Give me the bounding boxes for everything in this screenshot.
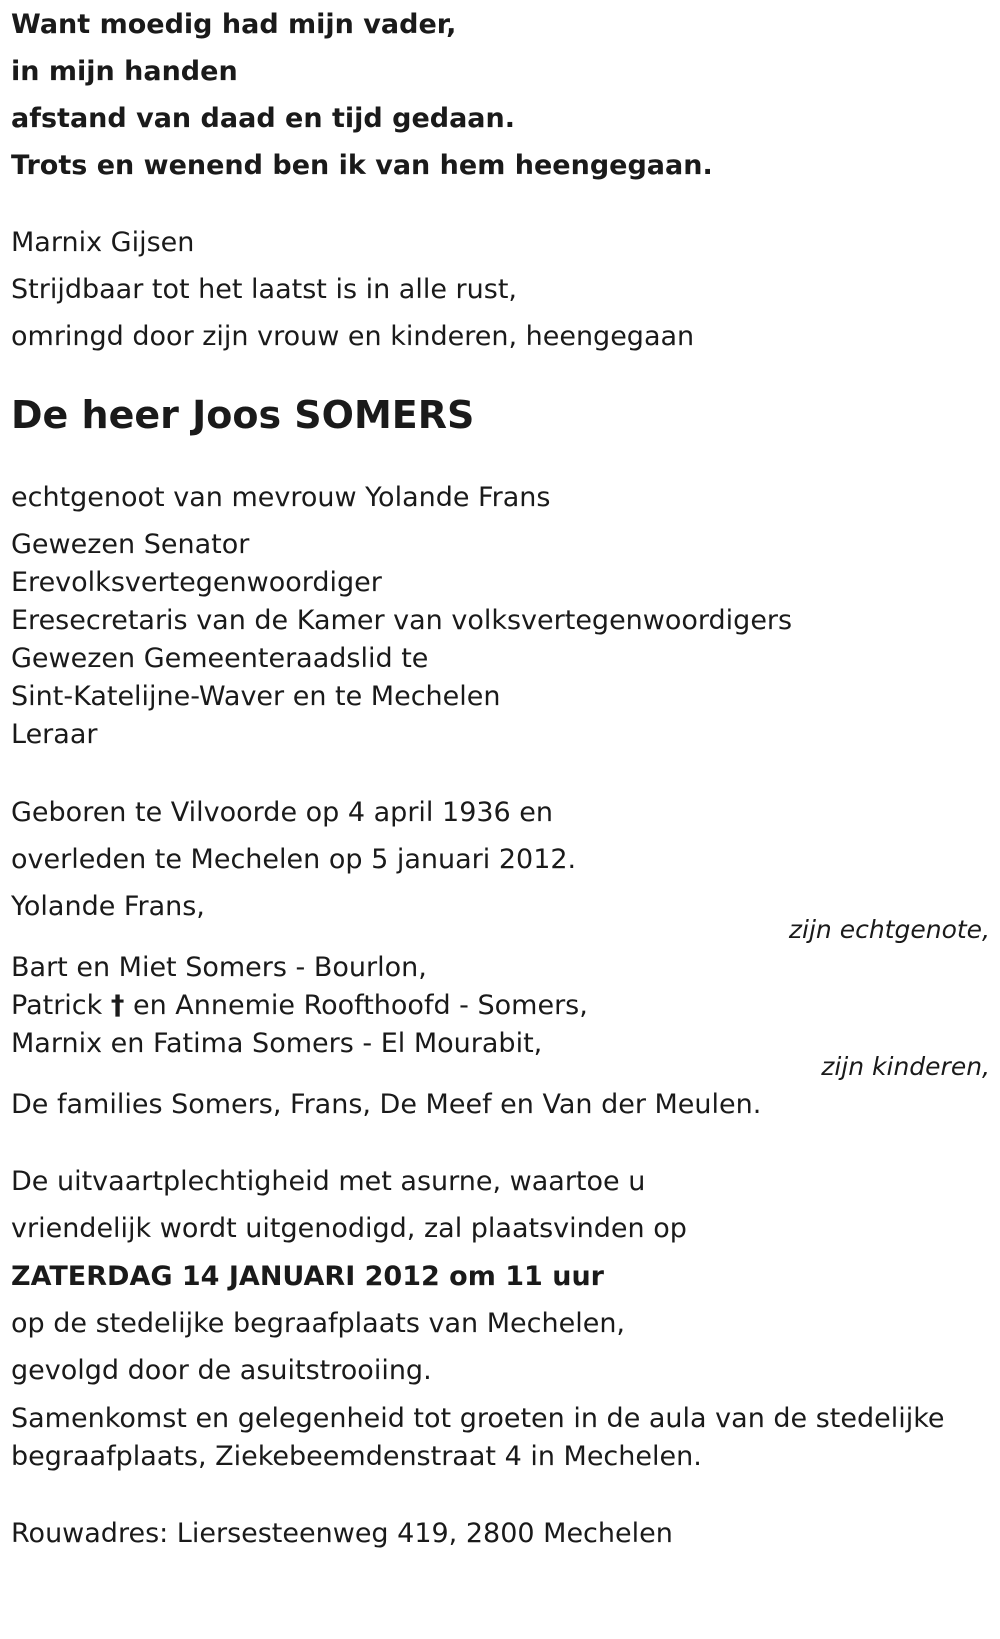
poem-author: Marnix Gijsen xyxy=(11,227,195,258)
spouse-role: zijn echtgenote, xyxy=(788,915,990,944)
child-1: Bart en Miet Somers - Bourlon, xyxy=(11,952,427,983)
title-1: Gewezen Senator xyxy=(11,529,250,560)
poem-line-3: afstand van daad en tijd gedaan. xyxy=(11,103,516,134)
title-4: Gewezen Gemeenteraadslid te xyxy=(11,643,429,674)
gathering-line-1: Samenkomst en gelegenheid tot groeten in de aula van de stedelijke xyxy=(11,1403,945,1434)
families-line: De families Somers, Frans, De Meef en Van der Meulen. xyxy=(11,1089,762,1120)
location-line-1: op de stedelijke begraafplaats van Mechelen, xyxy=(11,1308,626,1339)
mourning-address: Rouwadres: Liersesteenweg 419, 2800 Mechelen xyxy=(11,1518,673,1549)
death-line: overleden te Mechelen op 5 januari 2012. xyxy=(11,844,577,875)
title-2: Erevolksvertegenwoordiger xyxy=(11,567,382,598)
intro-line-2: omringd door zijn vrouw en kinderen, heengegaan xyxy=(11,321,695,352)
poem-line-1: Want moedig had mijn vader, xyxy=(11,9,457,40)
spouse-name: Yolande Frans, xyxy=(11,891,205,922)
deceased-name: De heer Joos SOMERS xyxy=(11,393,475,437)
ceremony-date: ZATERDAG 14 JANUARI 2012 om 11 uur xyxy=(11,1261,604,1292)
poem-line-2: in mijn handen xyxy=(11,56,238,87)
title-6: Leraar xyxy=(11,719,98,750)
spouse-line: echtgenoot van mevrouw Yolande Frans xyxy=(11,482,551,513)
child-3: Marnix en Fatima Somers - El Mourabit, xyxy=(11,1028,543,1059)
gathering-line-2: begraafplaats, Ziekebeemdenstraat 4 in Mechelen. xyxy=(11,1441,702,1472)
title-3: Eresecretaris van de Kamer van volksvertegenwoordigers xyxy=(11,605,793,636)
birth-line: Geboren te Vilvoorde op 4 april 1936 en xyxy=(11,797,554,828)
ceremony-line-1: De uitvaartplechtigheid met asurne, waartoe u xyxy=(11,1166,646,1197)
location-line-2: gevolgd door de asuitstrooiing. xyxy=(11,1355,432,1386)
poem-line-4: Trots en wenend ben ik van hem heengegaan. xyxy=(11,150,713,181)
title-5: Sint-Katelijne-Waver en te Mechelen xyxy=(11,681,501,712)
cross-icon: † xyxy=(110,990,125,1021)
child-2-partner: en Annemie Roofthoofd - Somers, xyxy=(132,990,588,1021)
intro-line-1: Strijdbaar tot het laatst is in alle rust, xyxy=(11,274,517,305)
ceremony-line-2: vriendelijk wordt uitgenodigd, zal plaatsvinden op xyxy=(11,1213,687,1244)
children-role: zijn kinderen, xyxy=(821,1052,990,1081)
child-2-name: Patrick xyxy=(11,990,103,1021)
child-2 xyxy=(11,989,588,1023)
